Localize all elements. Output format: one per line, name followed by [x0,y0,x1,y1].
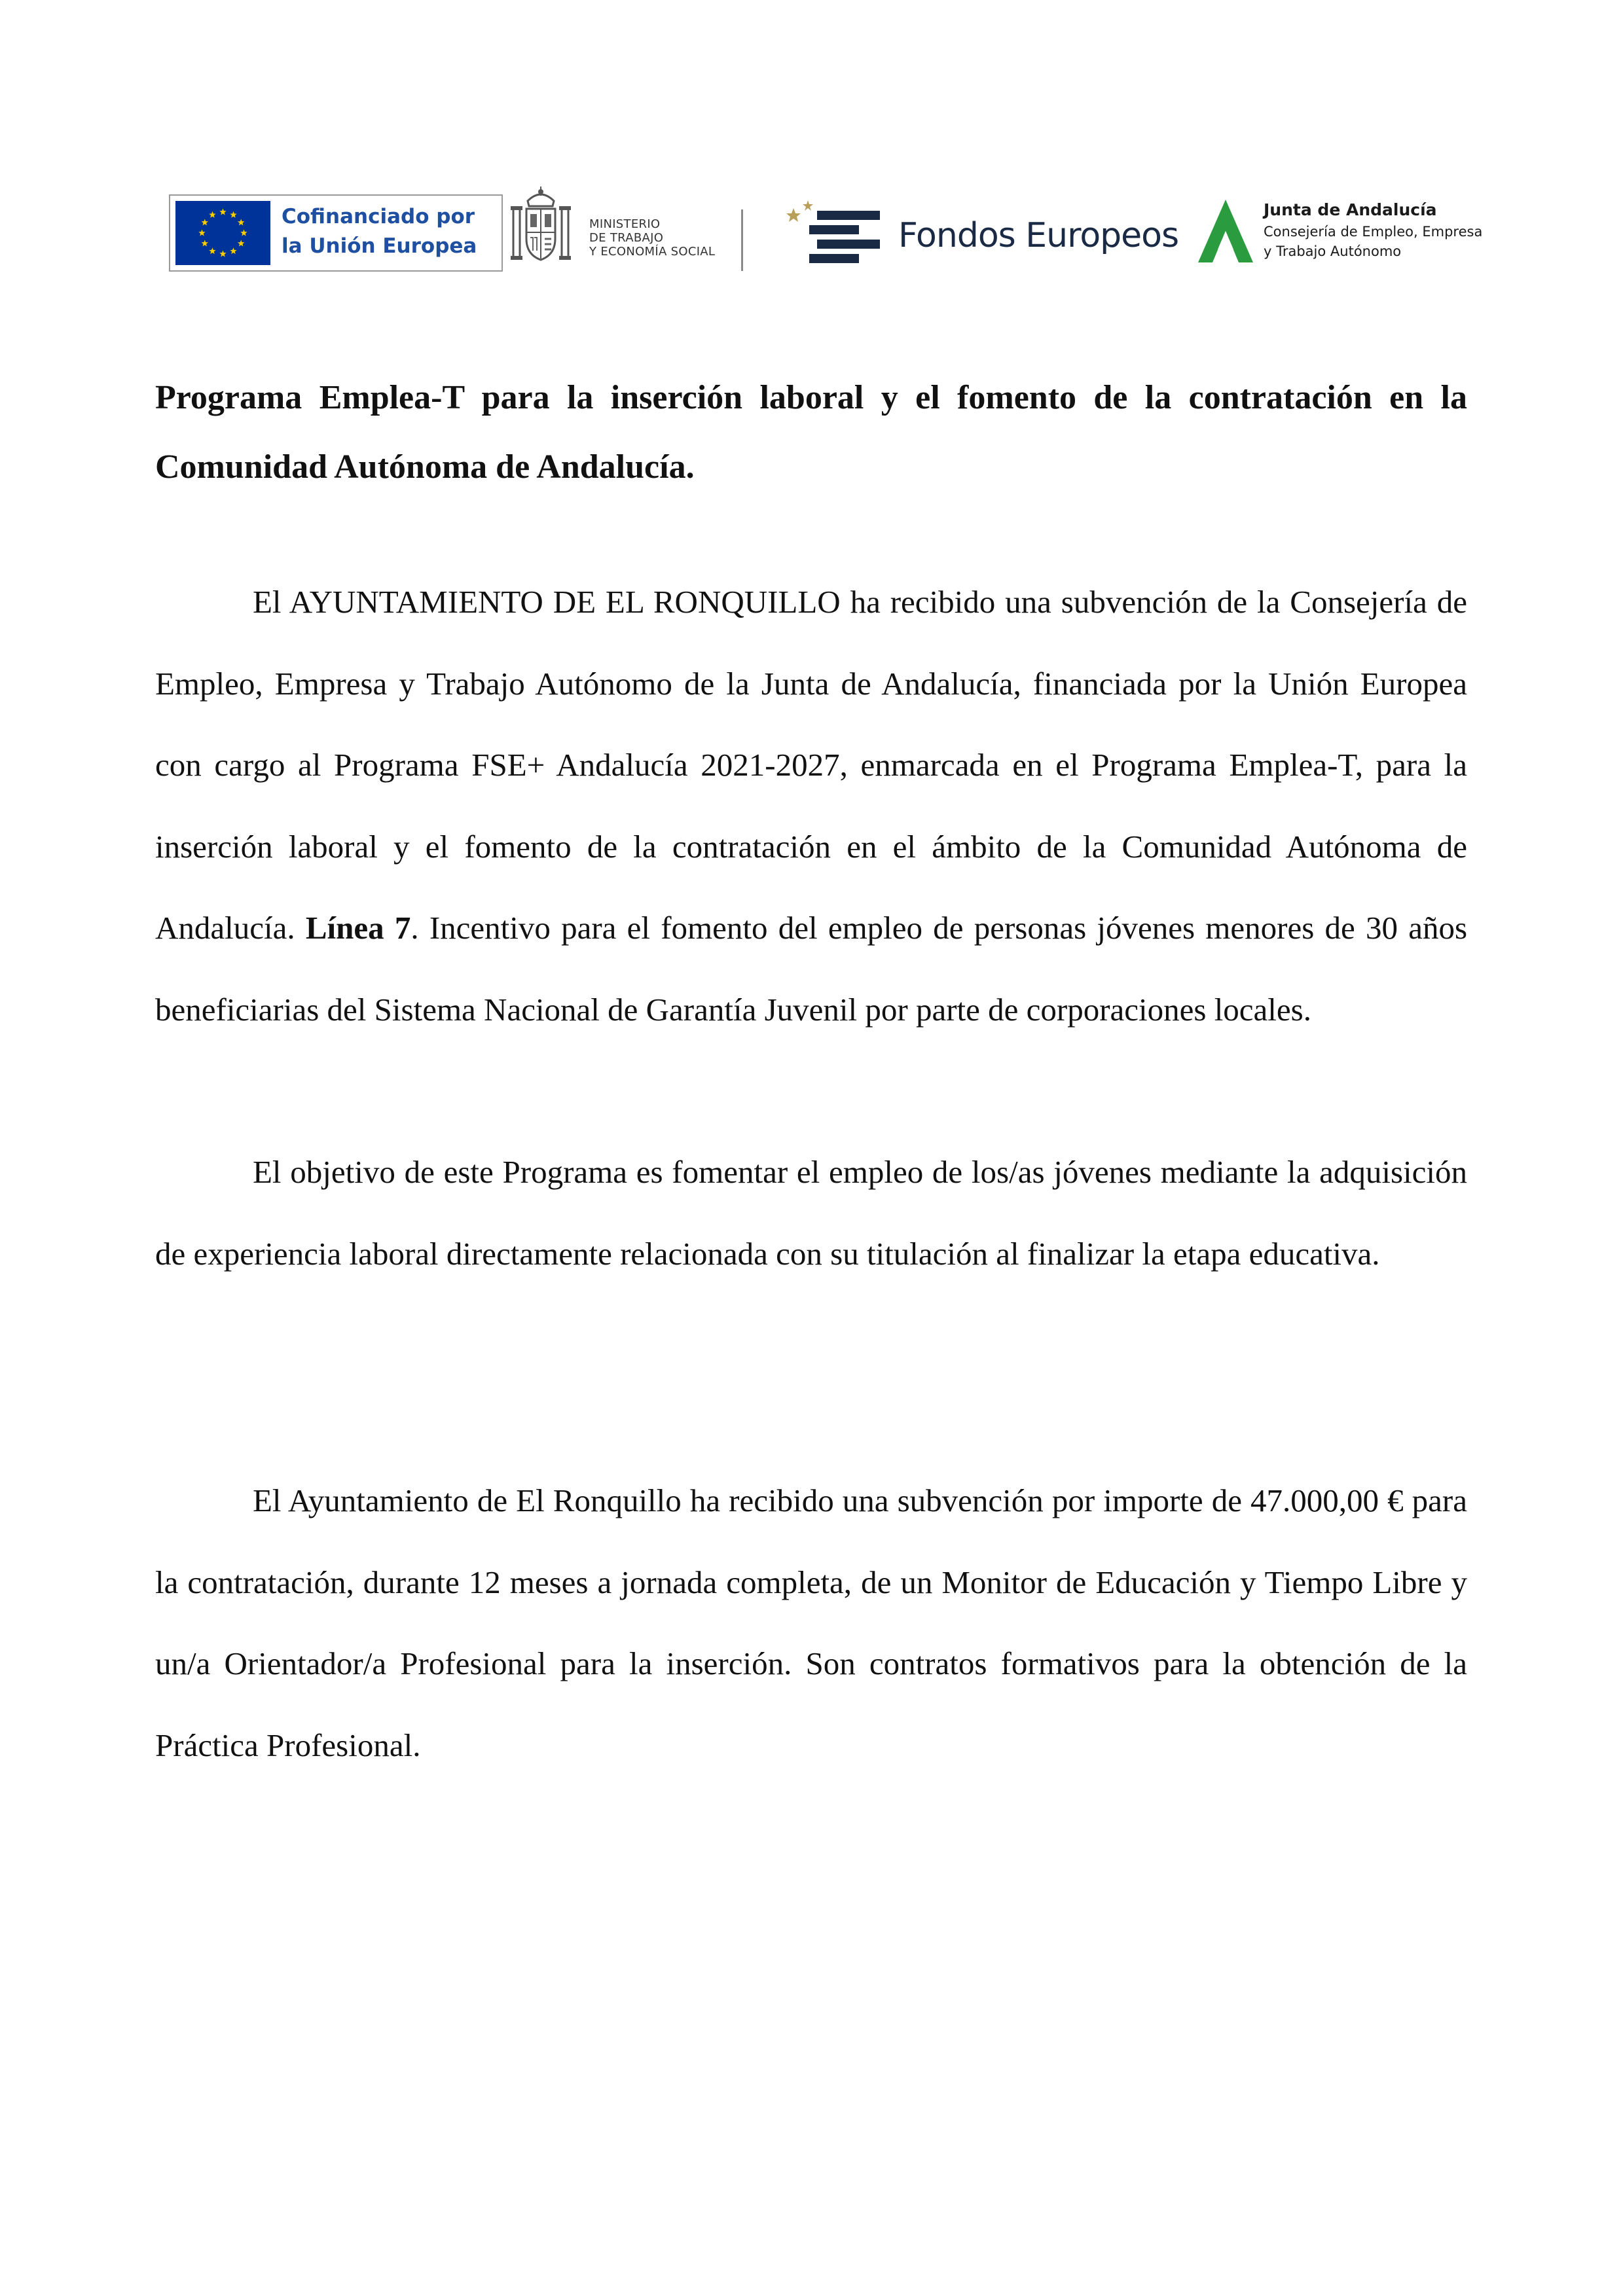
eu-star-icon [209,211,215,218]
eu-logo-line1: Cofinanciado por [282,205,475,228]
eu-star-icon [219,209,226,215]
eu-star-icon [219,251,226,257]
ministry-name [589,217,715,259]
eu-flag-icon [175,201,270,265]
junta-andalucia-text [1264,198,1482,261]
junta-title: Junta de Andalucía [1264,200,1437,219]
junta-consejeria-line2: y Trabajo Autónomo [1264,243,1402,259]
eu-star-icon [202,219,208,226]
eu-logo-text [282,202,477,261]
eu-star-icon [230,211,236,218]
eu-star-icon [240,230,247,236]
junta-andalucia-logo [1193,193,1494,275]
logo-divider [741,209,743,271]
fondos-europeos-icon [784,195,889,274]
eu-star-icon [209,247,215,254]
logo-bar [0,0,1623,301]
ministry-logo [508,187,744,275]
ministry-line2: DE TRABAJO [589,231,664,245]
spain-coat-of-arms-icon [508,187,574,272]
eu-star-icon [238,240,244,247]
paragraph-3: El Ayuntamiento de El Ronquillo ha recibido una subvención por importe de 47.000,00 € para la contratación, durante 12 meses a jornada completa, de un Monitor de Educación y Tiempo Libre y un/a Orientador/a Profesional para la inserción. Son contratos formativos para la obtención de la Práctica Profesional. [155,1482,1467,1763]
fondos-europeos-logo [784,195,1179,277]
paragraph-1 [155,562,1467,1050]
eu-star-icon [230,247,236,254]
paragraph-1-line-label: Línea 7 [305,910,411,946]
paragraph-2: El objetivo de este Programa es fomentar el empleo de los/as jóvenes mediante la adquisición de experiencia laboral directamente relacionada con su titulación al finalizar la etapa educativa. [155,1154,1467,1272]
eu-star-icon [238,219,244,226]
junta-consejeria-line1: Consejería de Empleo, Empresa [1264,224,1483,240]
eu-cofinanced-logo [169,194,503,272]
paragraph-1-intro: El AYUNTAMIENTO DE EL RONQUILLO ha recibido una subvención de la Consejería de Empleo, Empresa y Trabajo Autónomo de la Junta de Andalucía, financiada por la Unión Europea con cargo al Programa FSE+ Andalucía 2021-2027, enmarcada en el Programa Emplea-T, para la inserción laboral y el fomento de la contratación en el ámbito de la Comunidad Autónoma de Andalucía. [155,584,1467,946]
paragraph-1-rest: . Incentivo para el fomento del empleo de personas jóvenes menores de 30 años beneficiarias del Sistema Nacional de Garantía Juvenil por parte de corporaciones locales. [155,910,1468,1028]
eu-logo-line2: la Unión Europea [282,234,477,258]
document-title: Programa Emplea-T para la inserción laboral y el fomento de la contratación en la Comunidad Autónoma de Andalucía. [155,379,1467,486]
eu-star-icon [198,230,205,236]
ministry-line3: Y ECONOMÍA SOCIAL [589,245,716,259]
junta-andalucia-icon [1193,197,1258,269]
fondos-europeos-text: Fondos Europeos [898,216,1179,255]
ministry-line1: MINISTERIO [589,217,661,231]
eu-star-icon [202,240,208,247]
